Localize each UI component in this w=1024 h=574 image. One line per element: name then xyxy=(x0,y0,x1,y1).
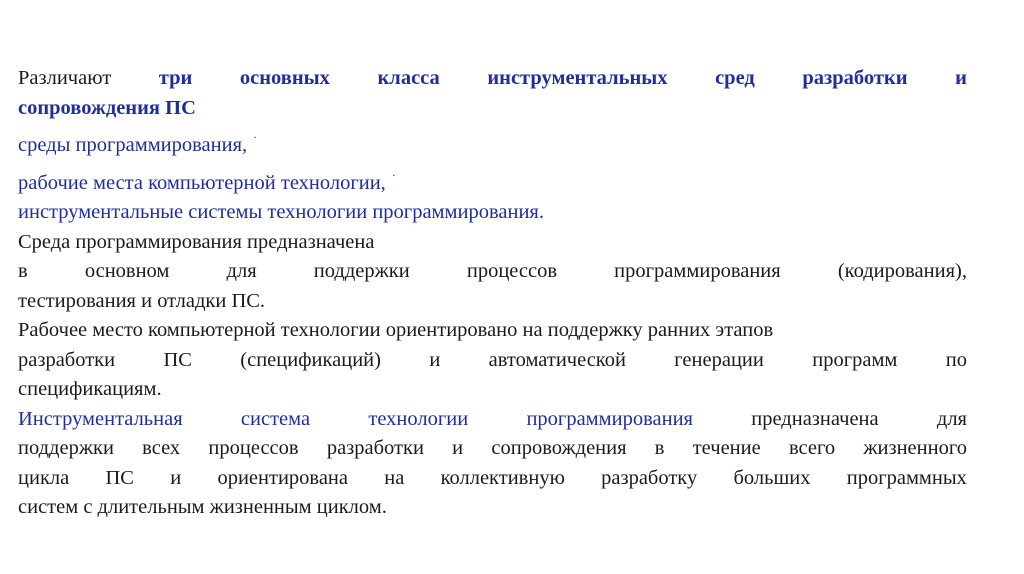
intro-emphasis-word: основных xyxy=(239,67,330,89)
word: разработку xyxy=(601,466,698,489)
word: программирования xyxy=(526,407,693,430)
word: основном xyxy=(84,260,170,282)
word: разработки xyxy=(326,437,424,459)
intro-emphasis-word: разработки xyxy=(802,67,908,89)
system-paragraph-line-1 xyxy=(18,405,967,435)
class-item-tool-systems xyxy=(18,198,967,228)
word: Инструментальная xyxy=(18,407,183,430)
word: программирования xyxy=(614,260,781,282)
slide-text-body xyxy=(18,64,967,523)
word: всего xyxy=(788,437,836,459)
intro-emphasis-word: сред xyxy=(715,67,755,89)
bullet-dot-icon: · xyxy=(391,167,396,182)
word: поддержки xyxy=(313,260,410,282)
word: (спецификаций) xyxy=(240,348,381,371)
intro-line-1 xyxy=(18,64,967,94)
workplace-paragraph-line-2 xyxy=(18,346,967,376)
word: в xyxy=(18,260,28,282)
intro-emphasis-word: три xyxy=(158,67,193,89)
word: поддержки xyxy=(18,437,114,459)
word: технологии xyxy=(368,407,469,430)
word: процессов xyxy=(208,437,299,459)
word: программных xyxy=(846,466,967,489)
system-paragraph-line-2 xyxy=(18,434,967,464)
word: и xyxy=(170,466,182,489)
word: жизненного xyxy=(863,437,967,459)
word: (кодирования), xyxy=(837,260,967,282)
class-item-label: рабочие места компьютерной технологии, xyxy=(18,171,386,194)
word: предназначена xyxy=(751,407,879,430)
word: ПС xyxy=(163,348,192,371)
word: для xyxy=(226,260,257,282)
word: в xyxy=(654,437,665,459)
word: программ xyxy=(812,348,898,371)
word: течение xyxy=(692,437,761,459)
class-item-programming-env xyxy=(18,123,967,161)
class-item-workplaces xyxy=(18,161,967,199)
env-paragraph-line-3: тестирования и отладки ПС. xyxy=(18,289,266,312)
env-paragraph-line-1: Среда программирования предназначена xyxy=(18,230,375,253)
word: на xyxy=(384,466,405,489)
intro-lead: Различают xyxy=(18,67,112,89)
word: цикла xyxy=(18,466,70,489)
word: сопровождения xyxy=(491,437,627,459)
word: ПС xyxy=(105,466,134,489)
word: больших xyxy=(733,466,811,489)
word: автоматической xyxy=(488,348,626,371)
word: разработки xyxy=(18,348,116,371)
intro-emphasis-word: класса xyxy=(377,67,440,89)
intro-emphasis-word: инструментальных xyxy=(487,67,668,89)
bullet-dot-icon: · xyxy=(253,130,258,144)
class-item-label: инструментальные системы технологии программирования. xyxy=(18,201,544,223)
word: всех xyxy=(142,437,181,459)
workplace-paragraph-line-1: Рабочее место компьютерной технологии ориентировано на поддержку ранних этапов xyxy=(18,319,774,341)
word: процессов xyxy=(466,260,558,282)
workplace-paragraph-line-3: спецификациям. xyxy=(18,378,162,400)
intro-line-2: сопровождения ПС xyxy=(18,96,196,119)
word: система xyxy=(240,407,311,430)
word: для xyxy=(936,407,967,430)
system-paragraph-line-3 xyxy=(18,464,967,494)
word: генерации xyxy=(674,348,764,371)
word: коллективную xyxy=(440,466,565,489)
system-paragraph-line-4: систем с длительным жизненным циклом. xyxy=(18,496,387,518)
intro-emphasis-word: и xyxy=(955,67,967,89)
word: по xyxy=(945,348,967,371)
class-item-label: среды программирования, xyxy=(18,134,248,156)
word: и xyxy=(429,348,441,371)
env-paragraph-line-2 xyxy=(18,257,967,287)
word: ориентирована xyxy=(217,466,349,489)
word: и xyxy=(452,437,464,459)
